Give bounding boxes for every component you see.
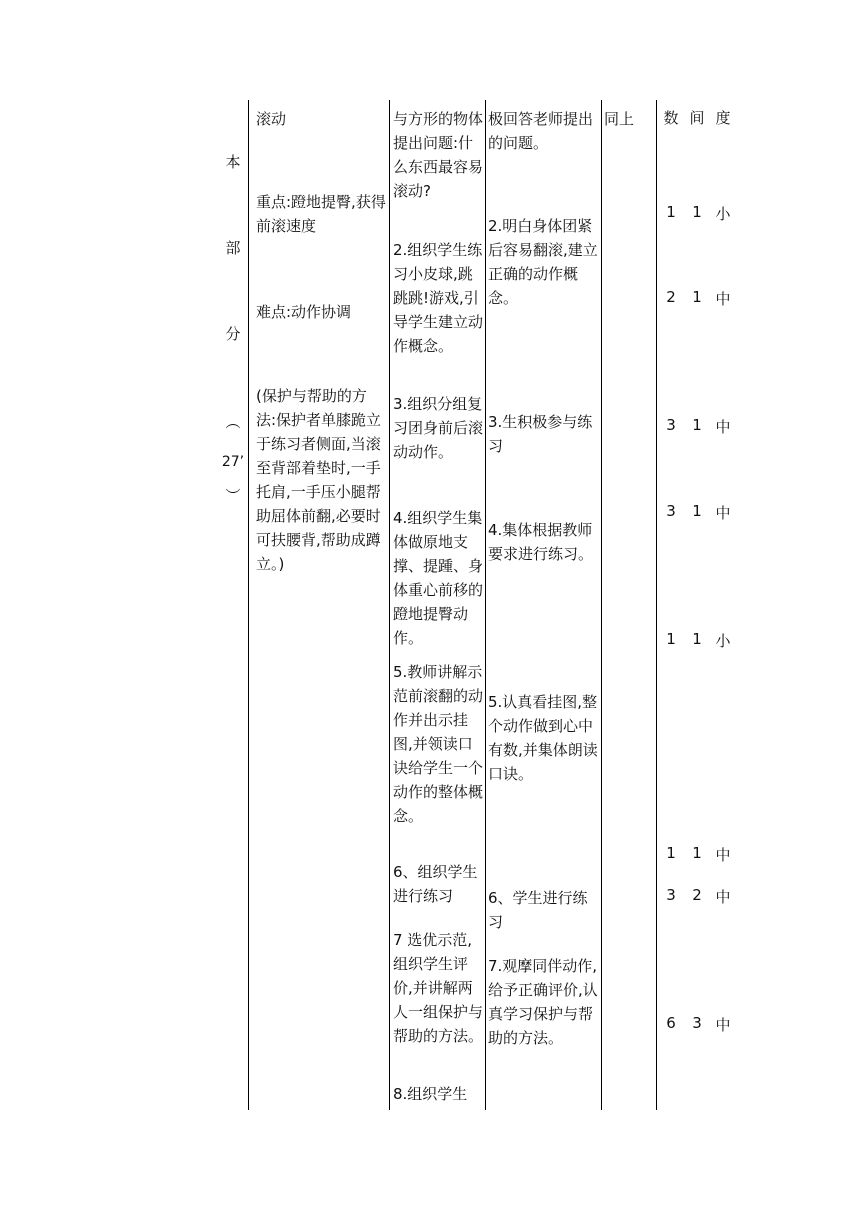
row-intensity: 小 — [715, 205, 731, 223]
student-item: 3.生积极参与练习 — [488, 413, 593, 455]
section-char-fen: 分 — [225, 325, 241, 343]
load-row — [660, 416, 734, 437]
load-row — [660, 203, 734, 224]
row-interval: 1 — [692, 203, 702, 221]
content-protection-note: (保护与帮助的方法:保护者单膝跪立于练习者侧面,当滚至背部着垫时,一手托肩,一手压小腿帮助屈体前翻,必要时可扶腰背,帮助成蹲立。) — [256, 387, 382, 573]
teacher-item: 7 选优示范,组织学生评价,并讲解两人一组保护与帮助的方法。 — [393, 931, 484, 1045]
teacher-item: 3.组织分组复习团身前后滚动动作。 — [393, 395, 484, 461]
row-count: 2 — [666, 288, 676, 306]
row-count: 3 — [666, 886, 676, 904]
org-same-as-above: 同上 — [604, 110, 635, 128]
load-row — [660, 844, 734, 865]
column-rule — [601, 100, 602, 1110]
row-interval: 1 — [692, 288, 702, 306]
row-intensity: 中 — [715, 290, 731, 308]
load-row — [660, 502, 734, 523]
section-char-ben: 本 — [225, 153, 241, 171]
row-count: 1 — [666, 844, 676, 862]
content-key-point: 重点:蹬地提臀,获得前滚速度 — [256, 193, 386, 235]
student-item: 极回答老师提出的问题。 — [488, 110, 594, 152]
content-title: 滚动 — [256, 110, 287, 128]
header-count: 数 — [663, 109, 679, 127]
teacher-item: 8.组织学生 — [393, 1085, 468, 1103]
row-count: 1 — [666, 630, 676, 648]
teacher-item: 6、组织学生进行练习 — [393, 863, 478, 905]
student-item: 5.认真看挂图,整个动作做到心中有数,并集体朗读口诀。 — [488, 693, 598, 783]
column-rule — [485, 100, 486, 1110]
row-intensity: 中 — [715, 888, 731, 906]
load-row — [660, 288, 734, 309]
section-duration: 27’ — [221, 454, 245, 470]
section-paren-open: ︵ — [225, 413, 241, 431]
row-interval: 1 — [692, 416, 702, 434]
section-paren-close: ︶ — [225, 487, 241, 505]
load-row — [660, 886, 734, 907]
student-item: 4.集体根据教师要求进行练习。 — [488, 521, 594, 563]
row-interval: 2 — [692, 886, 702, 904]
header-interval: 间 — [689, 109, 705, 127]
student-item: 6、学生进行练习 — [488, 889, 588, 931]
row-count: 6 — [666, 1014, 676, 1032]
column-rule — [248, 100, 249, 1110]
row-interval: 1 — [692, 502, 702, 520]
student-item: 7.观摩同伴动作,给予正确评价,认真学习保护与帮助的方法。 — [488, 957, 598, 1047]
student-item: 2.明白身体团紧后容易翻滚,建立正确的动作概念。 — [488, 217, 598, 307]
load-row — [660, 1014, 734, 1035]
column-rule — [656, 100, 657, 1110]
header-row — [660, 107, 734, 128]
header-intensity: 度 — [715, 109, 731, 127]
row-intensity: 中 — [715, 846, 731, 864]
row-intensity: 中 — [715, 418, 731, 436]
row-count: 3 — [666, 416, 676, 434]
row-count: 1 — [666, 203, 676, 221]
row-interval: 3 — [692, 1014, 702, 1032]
row-intensity: 中 — [715, 1016, 731, 1034]
teacher-item: 4.组织学生集体做原地支撑、提踵、身体重心前移的蹬地提臀动作。 — [393, 509, 484, 647]
row-intensity: 中 — [715, 504, 731, 522]
row-interval: 1 — [692, 630, 702, 648]
section-char-bu: 部 — [225, 239, 241, 257]
row-count: 3 — [666, 502, 676, 520]
content-difficulty: 难点:动作协调 — [256, 303, 352, 321]
teacher-item: 2.组织学生练习小皮球,跳跳跳!游戏,引导学生建立动作概念。 — [393, 241, 484, 355]
load-row — [660, 630, 734, 651]
teacher-item: 5.教师讲解示范前滚翻的动作并出示挂图,并领读口诀给学生一个动作的整体概念。 — [393, 663, 484, 825]
teacher-item: 与方形的物体提出问题:什么东西最容易滚动? — [393, 110, 484, 200]
row-intensity: 小 — [715, 632, 731, 650]
row-interval: 1 — [692, 844, 702, 862]
column-rule — [389, 100, 390, 1110]
